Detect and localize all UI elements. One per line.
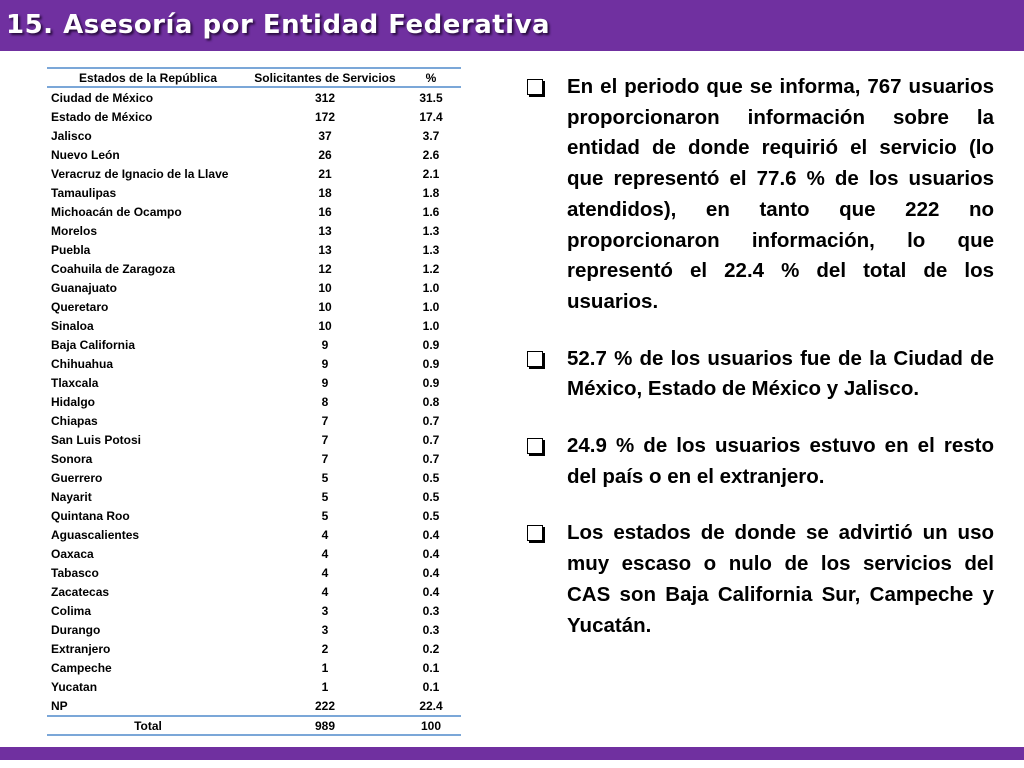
table-row — [47, 601, 461, 620]
requesters-count: 3 — [321, 622, 329, 637]
percent-value: 2.1 — [422, 166, 440, 181]
percent-value: 0.4 — [422, 527, 440, 542]
state-name: Yucatan — [51, 679, 98, 694]
table-row — [47, 297, 461, 316]
table-row — [47, 525, 461, 544]
table-row — [47, 392, 461, 411]
requesters-count: 5 — [321, 470, 329, 485]
header-requesters: Solicitantes de Servicios — [249, 68, 401, 87]
page-title: 15. Asesoría por Entidad Federativa — [6, 10, 551, 40]
checkbox-bullet-icon — [527, 438, 543, 454]
percent-value: 0.7 — [422, 432, 440, 447]
table-row — [47, 87, 461, 107]
percent-value: 1.2 — [422, 261, 440, 276]
percent-value: 1.0 — [422, 318, 440, 333]
state-name: Tamaulipas — [51, 185, 117, 200]
state-name: Ciudad de México — [51, 90, 154, 105]
table-row — [47, 240, 461, 259]
percent-value: 0.8 — [422, 394, 440, 409]
percent-value: 0.4 — [422, 546, 440, 561]
percent-value: 0.5 — [422, 489, 440, 504]
bullet-item — [524, 344, 994, 405]
table-row — [47, 316, 461, 335]
percent-value: 0.3 — [422, 622, 440, 637]
percent-value: 0.7 — [422, 451, 440, 466]
state-name: Sonora — [51, 451, 93, 466]
header-states: Estados de la República — [47, 68, 249, 87]
percent-value: 1.8 — [422, 185, 440, 200]
requesters-count: 18 — [318, 185, 332, 200]
percent-value: 0.3 — [422, 603, 440, 618]
percent-value: 31.5 — [419, 90, 443, 105]
state-name: Morelos — [51, 223, 98, 238]
table-row — [47, 620, 461, 639]
bullet-item — [524, 431, 994, 492]
table-total-row — [47, 716, 461, 735]
requesters-count: 5 — [321, 489, 329, 504]
total-requesters: 989 — [249, 716, 401, 735]
state-name: Queretaro — [51, 299, 109, 314]
header-percent: % — [401, 68, 461, 87]
bullet-text: Los estados de donde se advirtió un uso muy escaso o nulo de los servicios del CAS son Baja California Sur, Campeche y Yucatán. — [567, 521, 994, 637]
state-name: Michoacán de Ocampo — [51, 204, 182, 219]
table-row — [47, 145, 461, 164]
total-percent: 100 — [401, 716, 461, 735]
state-name: Puebla — [51, 242, 91, 257]
percent-value: 1.3 — [422, 242, 440, 257]
requesters-count: 1 — [321, 660, 329, 675]
percent-value: 0.5 — [422, 508, 440, 523]
percent-value: 0.4 — [422, 565, 440, 580]
state-name: Oaxaca — [51, 546, 94, 561]
state-name: Zacatecas — [51, 584, 110, 599]
requesters-count: 4 — [321, 527, 329, 542]
table-body — [47, 87, 461, 716]
requesters-count: 4 — [321, 546, 329, 561]
percent-value: 2.6 — [422, 147, 440, 162]
table-row — [47, 658, 461, 677]
table-row — [47, 183, 461, 202]
requesters-count: 4 — [321, 584, 329, 599]
state-name: Baja California — [51, 337, 136, 352]
bullet-item — [524, 72, 994, 318]
requesters-count: 21 — [318, 166, 332, 181]
table-row — [47, 373, 461, 392]
bullet-text: 24.9 % de los usuarios estuvo en el resto del país o en el extranjero. — [567, 434, 994, 488]
requesters-count: 12 — [318, 261, 332, 276]
percent-value: 0.1 — [422, 660, 440, 675]
state-name: Hidalgo — [51, 394, 95, 409]
requesters-count: 10 — [318, 299, 332, 314]
table-row — [47, 506, 461, 525]
requesters-count: 4 — [321, 565, 329, 580]
state-name: Tlaxcala — [51, 375, 99, 390]
percent-value: 1.6 — [422, 204, 440, 219]
percent-value: 0.2 — [422, 641, 440, 656]
total-label: Total — [47, 716, 249, 735]
percent-value: 1.0 — [422, 280, 440, 295]
requesters-count: 9 — [321, 375, 329, 390]
requesters-count: 16 — [318, 204, 332, 219]
percent-value: 0.5 — [422, 470, 440, 485]
state-name: Quintana Roo — [51, 508, 130, 523]
state-name: Chihuahua — [51, 356, 113, 371]
state-name: Sinaloa — [51, 318, 94, 333]
requesters-count: 10 — [318, 318, 332, 333]
percent-value: 0.9 — [422, 375, 440, 390]
table-row — [47, 354, 461, 373]
table-row — [47, 468, 461, 487]
requesters-count: 1 — [321, 679, 329, 694]
table-row — [47, 430, 461, 449]
table-row — [47, 544, 461, 563]
table-row — [47, 202, 461, 221]
table-row — [47, 278, 461, 297]
state-name: Nuevo León — [51, 147, 120, 162]
state-name: Chiapas — [51, 413, 98, 428]
requesters-count: 172 — [314, 109, 336, 124]
table-row — [47, 126, 461, 145]
bullet-list — [524, 72, 994, 667]
requesters-count: 7 — [321, 413, 329, 428]
requesters-count: 9 — [321, 356, 329, 371]
bottom-bar — [0, 747, 1024, 760]
state-name: Estado de México — [51, 109, 153, 124]
requesters-count: 13 — [318, 223, 332, 238]
requesters-count: 37 — [318, 128, 332, 143]
checkbox-bullet-icon — [527, 525, 543, 541]
table-header-row — [47, 68, 461, 87]
requesters-count: 222 — [249, 696, 401, 716]
table-row — [47, 221, 461, 240]
table-row — [47, 259, 461, 278]
requesters-count: 13 — [318, 242, 332, 257]
requesters-count: 312 — [314, 90, 336, 105]
title-bar — [0, 0, 1024, 51]
table-row — [47, 696, 461, 716]
state-name: Guanajuato — [51, 280, 118, 295]
state-name: Veracruz de Ignacio de la Llave — [51, 166, 229, 181]
requesters-count: 2 — [321, 641, 329, 656]
percent-value: 0.4 — [422, 584, 440, 599]
checkbox-bullet-icon — [527, 351, 543, 367]
bullet-text: En el periodo que se informa, 767 usuarios proporcionaron información sobre la entidad de donde requirió el servicio (lo que representó el 77.6 % de los usuarios atendidos), en tanto que 222 no proporcionaron información, lo que representó el 22.4 % del total de los usuarios. — [567, 75, 994, 313]
table-row — [47, 335, 461, 354]
percent-value: 0.7 — [422, 413, 440, 428]
requesters-count: 9 — [321, 337, 329, 352]
percent-value: 0.9 — [422, 337, 440, 352]
percent-value: 1.0 — [422, 299, 440, 314]
percent-value: 22.4 — [401, 696, 461, 716]
percent-value: 0.9 — [422, 356, 440, 371]
requesters-count: 7 — [321, 451, 329, 466]
state-name: Tabasco — [51, 565, 99, 580]
checkbox-bullet-icon — [527, 79, 543, 95]
table-row — [47, 164, 461, 183]
state-name: Campeche — [51, 660, 112, 675]
state-name: Coahuila de Zaragoza — [51, 261, 176, 276]
state-name: Jalisco — [51, 128, 92, 143]
requesters-count: 26 — [318, 147, 332, 162]
requesters-count: 10 — [318, 280, 332, 295]
percent-value: 17.4 — [419, 109, 443, 124]
bullet-item — [524, 518, 994, 641]
table-row — [47, 411, 461, 430]
requesters-count: 7 — [321, 432, 329, 447]
percent-value: 1.3 — [422, 223, 440, 238]
percent-value: 3.7 — [422, 128, 440, 143]
requesters-count: 8 — [321, 394, 329, 409]
table-row — [47, 449, 461, 468]
states-table — [47, 67, 461, 736]
table-row — [47, 487, 461, 506]
state-name: Aguascalientes — [51, 527, 140, 542]
state-name: NP — [47, 696, 249, 716]
state-name: Nayarit — [51, 489, 92, 504]
bullet-text: 52.7 % de los usuarios fue de la Ciudad de México, Estado de México y Jalisco. — [567, 346, 994, 401]
table-row — [47, 582, 461, 601]
state-name: Colima — [51, 603, 92, 618]
table-row — [47, 563, 461, 582]
requesters-count: 3 — [321, 603, 329, 618]
table-row — [47, 107, 461, 126]
state-name: Extranjero — [51, 641, 111, 656]
state-name: Guerrero — [51, 470, 103, 485]
table-row — [47, 677, 461, 696]
requesters-count: 5 — [321, 508, 329, 523]
state-name: Durango — [51, 622, 101, 637]
table-row — [47, 639, 461, 658]
percent-value: 0.1 — [422, 679, 440, 694]
state-name: San Luis Potosi — [51, 432, 142, 447]
